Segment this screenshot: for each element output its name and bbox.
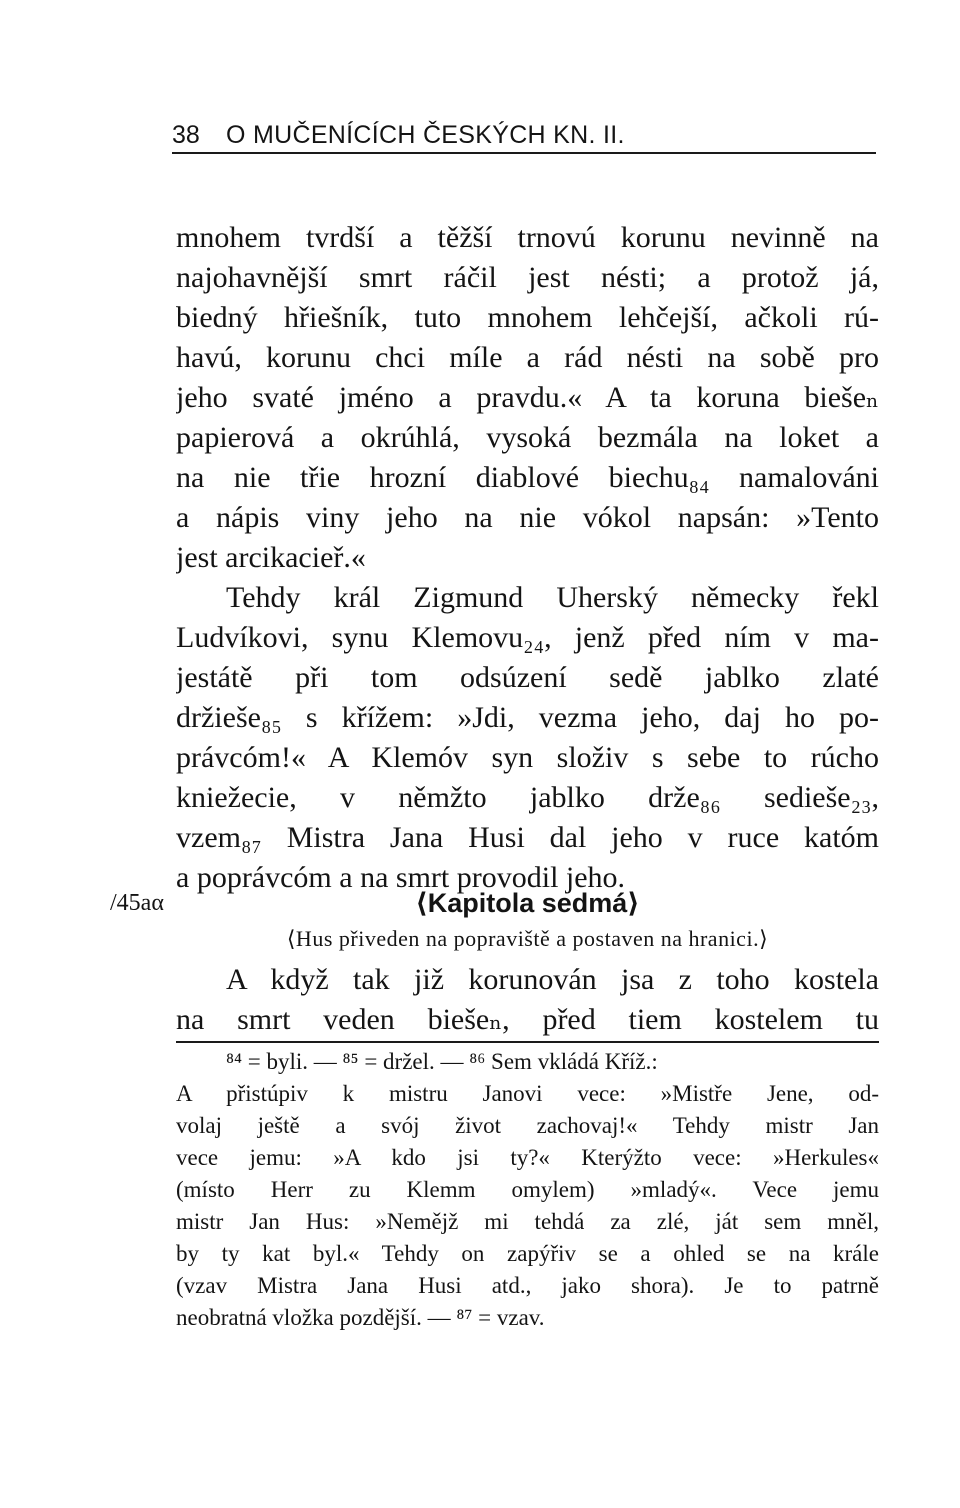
footnote-divider [176,1041,879,1043]
text-line: právcóm!« A Klemóv syn složiv s sebe to rúcho [176,741,879,774]
text-line: A když tak již korunován jsa z toho kostela [226,963,879,996]
text-line: havú, korunu chci míle a rád nésti na sobě pro [176,341,879,374]
footnote-line: (místo Herr zu Klemm omylem) »mladý«. Vece jemu [176,1177,879,1202]
text-line: jest arcikacieř.« [176,541,366,574]
margin-note: /45aα [110,890,164,916]
text-line: a nápis viny jeho na nie vókol napsán: »Tento [176,501,879,534]
text-line: biedný hřiešník, tuto mnohem lehčejší, ačkoli rú- [176,301,879,334]
text-line: vzem₈₇ Mistra Jana Husi dal jeho v ruce katóm [176,821,879,854]
running-header [172,118,876,154]
text-line: Tehdy král Zigmund Uherský německy řekl [226,581,879,614]
footnote-line: neobratná vložka pozdější. — ⁸⁷ = vzav. [176,1305,545,1330]
text-line: jestátě při tom odsúzení sedě jablko zlaté [176,661,879,694]
text-line: jeho svaté jméno a pravdu.« A ta koruna biešeₙ [176,381,879,414]
main-text [176,218,879,898]
chapter-title: ⟨Kapitola sedmá⟩ [415,888,640,918]
footnotes [176,1046,879,1334]
text-line: Ludvíkovi, synu Klemovu₂₄, jenž před ním v ma- [176,621,879,654]
chapter-text [176,960,879,1040]
running-title: O MUČENÍCÍCH ČESKÝCH KN. II. [226,121,625,149]
text-line: a poprávcóm a na smrt provodil jeho. [176,861,626,894]
text-line: držieše₈₅ s křížem: »Jdi, vezma jeho, daj ho po- [176,701,879,734]
text-line: mnohem tvrdší a těžší trnovú korunu nevinně na [176,221,879,254]
chapter-subtitle: ⟨Hus přiveden na popraviště a postaven na hranici.⟩ [286,926,769,951]
footnote-line: (vzav Mistra Jana Husi atd., jako shora). Je to patrně [176,1273,879,1298]
footnote-line: ⁸⁴ = byli. — ⁸⁵ = držel. — ⁸⁶ Sem vkládá Kříž.: [226,1049,658,1074]
footnote-line: vece jemu: »A kdo jsi ty?« Kterýžto vece: »Herkules« [176,1145,879,1170]
page-number: 38 [172,121,200,149]
text-line: kniežecie, v němžto jablko drže₈₆ sedieše₂₃, [176,781,879,814]
footnote-line: A přistúpiv k mistru Janovi vece: »Mistře Jene, od- [176,1081,879,1106]
text-line: na smrt veden biešeₙ, před tiem kostelem tu [176,1003,879,1036]
footnote-line: mistr Jan Hus: »Nemějž mi tehdá za zlé, ját sem mněl, [176,1209,879,1234]
footnote-line: volaj ještě a svój život zachovaj!« Tehdy mistr Jan [176,1113,879,1138]
text-line: papierová a okrúhlá, vysoká bezmála na loket a [176,421,879,454]
footnote-line: by ty kat byl.« Tehdy on zapýřiv se a ohled se na krále [176,1241,879,1266]
text-line: najohavnější smrt ráčil jest nésti; a protož já, [176,261,879,294]
text-line: na nie třie hrozní diablové biechu₈₄ namalováni [176,461,879,494]
